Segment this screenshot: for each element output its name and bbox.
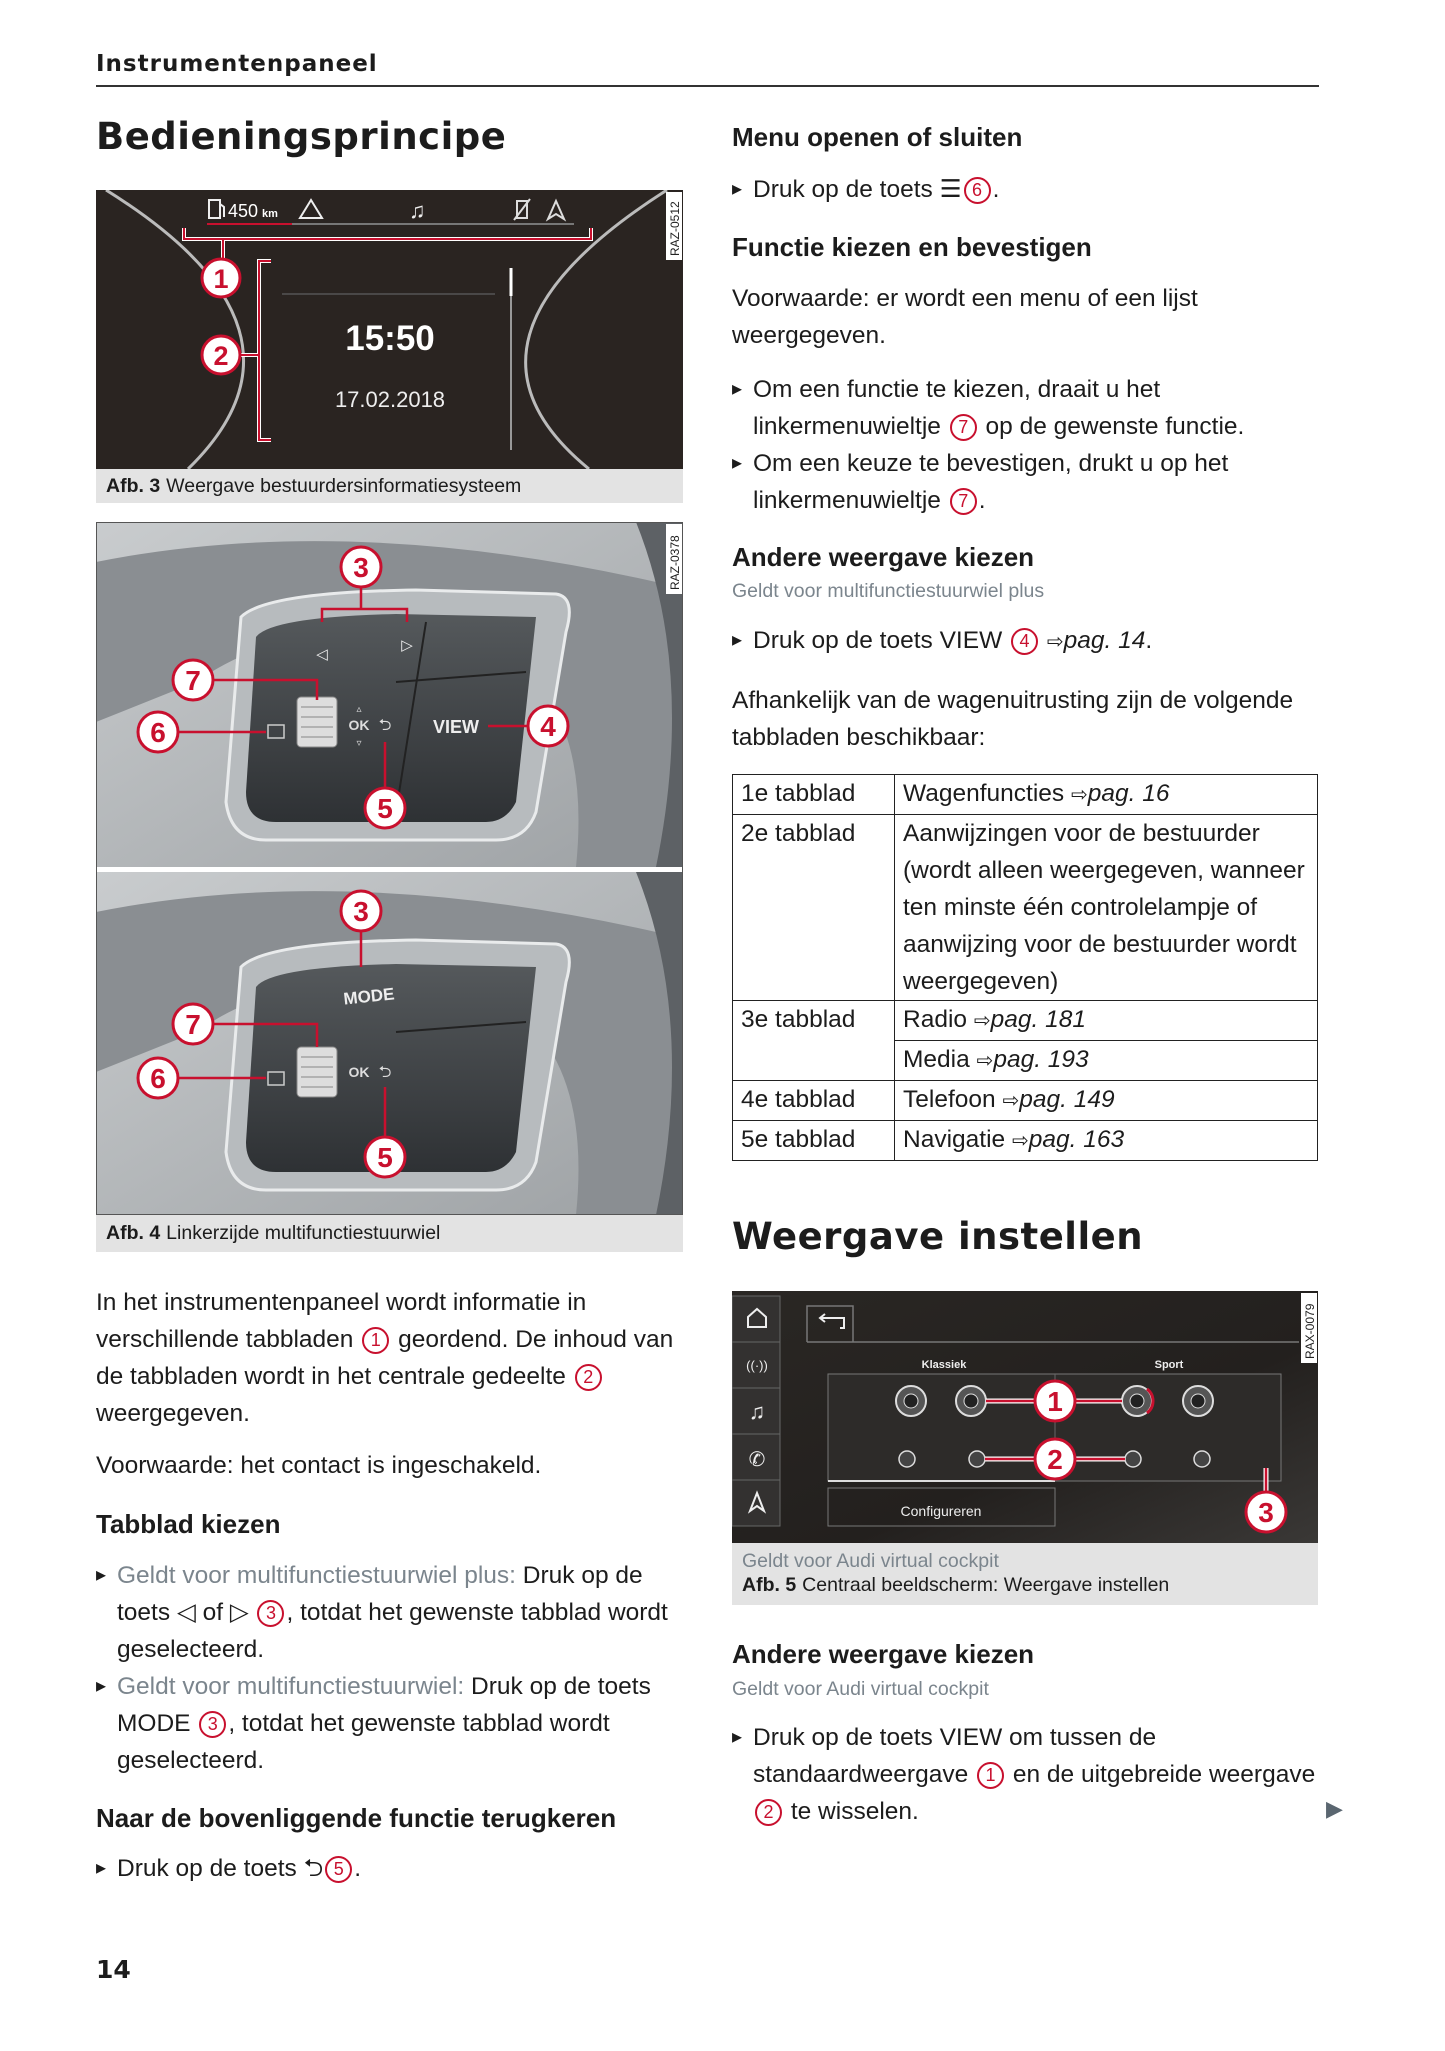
- callout-7: [173, 660, 213, 700]
- phone-icon: ✆: [748, 1449, 766, 1471]
- view-scope: Geldt voor multifunctiestuurwiel plus: [732, 580, 1045, 602]
- figure-code: RAZ-0378: [668, 535, 682, 590]
- callout-5: [365, 1137, 405, 1177]
- callout-3: [341, 891, 381, 931]
- figure-code: RAZ-0512: [668, 201, 682, 256]
- svg-text:1: 1: [213, 264, 229, 294]
- radio-icon: ((·)): [746, 1358, 768, 1373]
- view-heading: Andere weergave kiezen: [732, 542, 1035, 572]
- list-item: ▸ Geldt voor multifunctiestuurwiel: Druk op de toets MODE 3 , totdat het gewenste tabblad wordt geselecteerd.: [96, 1668, 683, 1779]
- callout-ref: 2: [575, 1364, 602, 1391]
- callout-7: [173, 1004, 213, 1044]
- page-ref-link[interactable]: pag. 16: [1087, 780, 1170, 807]
- callout-6: [138, 712, 178, 752]
- table-row: Media ⇨pag. 193: [733, 1041, 1318, 1081]
- svg-text:3: 3: [353, 896, 369, 927]
- svg-text:3: 3: [1258, 1497, 1274, 1528]
- next-page-arrow-icon: ▶: [1326, 1796, 1343, 1821]
- svg-text:7: 7: [185, 665, 201, 696]
- table-row: 1e tabblad Wagenfuncties ⇨pag. 16: [733, 775, 1318, 815]
- back-button-icon: ⮌: [378, 1064, 392, 1081]
- svg-text:4: 4: [540, 711, 556, 742]
- callout-4: [528, 706, 568, 746]
- page-number: 14: [96, 1955, 131, 1984]
- menu-icon: ☰: [939, 176, 962, 203]
- table-row: 3e tabblad Radio ⇨pag. 181: [733, 1001, 1318, 1041]
- back-icon: ⮌: [303, 1855, 324, 1882]
- callout-2: [1035, 1439, 1075, 1479]
- svg-text:5: 5: [377, 1142, 393, 1173]
- right-arrow-button-icon: ▷: [401, 637, 413, 654]
- svg-text:2: 2: [1047, 1444, 1063, 1475]
- fuel-range: 450: [228, 201, 259, 221]
- music-icon: ♫: [748, 1399, 766, 1424]
- figure-code: RAX-0079: [1303, 1303, 1317, 1359]
- select-condition: Voorwaarde: er wordt een menu of een lijst weergegeven.: [732, 285, 1198, 349]
- callout-ref: 1: [362, 1327, 389, 1354]
- view2-scope: Geldt voor Audi virtual cockpit: [732, 1678, 989, 1700]
- back-heading: Naar de bovenliggende functie terugkeren: [96, 1803, 617, 1833]
- select-bullets: [732, 371, 1318, 519]
- figure-3-caption: Afb. 3 Weergave bestuurdersinformatiesysteem: [96, 469, 683, 503]
- ok-label: OK: [348, 717, 370, 733]
- figure-3-cluster-display: [96, 190, 683, 469]
- menu-heading: Menu openen of sluiten: [732, 122, 1023, 152]
- page-ref-link[interactable]: pag. 181: [990, 1006, 1086, 1033]
- callout-2: [202, 336, 240, 374]
- callout-1: [202, 259, 240, 297]
- upper-wheel-view: [96, 522, 683, 867]
- svg-text:7: 7: [185, 1009, 201, 1040]
- svg-text:5: 5: [377, 793, 393, 824]
- figure-5-central-display: [732, 1291, 1318, 1543]
- list-item: ▸ Om een keuze te bevestigen, drukt u op het linkermenuwieltje 7 .: [732, 445, 1318, 519]
- view2-heading: Andere weergave kiezen: [732, 1639, 1035, 1669]
- mode-button-label: MODE: [342, 984, 396, 1009]
- condition-text: Voorwaarde: het contact is ingeschakeld.: [96, 1452, 542, 1479]
- style-sport: Sport: [1154, 1359, 1184, 1371]
- select-heading: Functie kiezen en bevestigen: [732, 232, 1092, 262]
- figure-4-caption: Afb. 4 Linkerzijde multifunctiestuurwiel: [96, 1215, 683, 1252]
- tab-heading: Tabblad kiezen: [96, 1509, 281, 1539]
- view-button-label: VIEW: [432, 717, 480, 737]
- menu-bullet: ▸ Druk op de toets ☰ 6 .: [732, 171, 1318, 208]
- table-row: 2e tabblad Aanwijzingen voor de bestuurder (wordt alleen weergegeven, wanneer ten minste één controlelampje of aanwijzing voor de bestuurder wordt weergegeven): [733, 815, 1318, 1001]
- page-ref-link[interactable]: pag. 193: [993, 1046, 1089, 1073]
- svg-text:▿: ▿: [356, 738, 362, 749]
- svg-text:Configureren: Configureren: [900, 1503, 982, 1519]
- svg-text:1: 1: [1047, 1386, 1063, 1417]
- clock-time: 15:50: [345, 319, 435, 358]
- ok-label: OK: [348, 1064, 370, 1080]
- table-row: 4e tabblad Telefoon ⇨pag. 149: [733, 1081, 1318, 1121]
- page-ref-link[interactable]: pag. 14: [1063, 627, 1146, 654]
- view2-bullet: ▸ Druk op de toets VIEW om tussen de standaardweergave 1 en de uitgebreide weergave 2 te wisselen.: [732, 1719, 1318, 1830]
- date: 17.02.2018: [334, 387, 446, 412]
- section-title: Bedieningsprincipe: [96, 115, 507, 158]
- fuel-unit: km: [262, 208, 278, 220]
- list-item: ▸ Om een functie te kiezen, draait u het linkermenuwieltje 7 op de gewenste functie.: [732, 371, 1318, 445]
- table-row: 5e tabblad Navigatie ⇨pag. 163: [733, 1121, 1318, 1161]
- svg-text:2: 2: [213, 341, 229, 371]
- back-bullet: ▸ Druk op de toets ⮌ 5 .: [96, 1850, 683, 1887]
- display-section-title: Weergave instellen: [732, 1215, 1144, 1258]
- callout-6: [138, 1058, 178, 1098]
- svg-text:3: 3: [353, 552, 369, 583]
- callout-3: [1246, 1492, 1286, 1532]
- tabs-table: [732, 774, 1318, 1161]
- left-arrow-button-icon: ◁: [316, 646, 328, 663]
- intro-paragraph: In het instrumentenpaneel wordt informatie in verschillende tabbladen 1 geordend. De inhoud van de tabbladen wordt in het centrale gedeelte 2 weergegeven.: [96, 1289, 674, 1427]
- tabs-intro: Afhankelijk van de wagenuitrusting zijn de volgende tabbladen beschikbaar:: [732, 687, 1294, 751]
- tab-bullets: [96, 1557, 683, 1779]
- lower-wheel-view: [96, 872, 683, 1215]
- callout-5: [365, 788, 405, 828]
- view-bullet: ▸ Druk op de toets VIEW 4 ⇨pag. 14.: [732, 622, 1318, 661]
- header-rule: [96, 85, 1319, 87]
- list-item: ▸ Geldt voor multifunctiestuurwiel plus: Druk op de toets ◁ of ▷ 3 , totdat het gewenste tabblad wordt geselecteerd.: [96, 1557, 683, 1668]
- figure-4-steering-wheel: [96, 522, 683, 1215]
- page-ref-link[interactable]: pag. 149: [1019, 1086, 1115, 1113]
- page-ref-link[interactable]: pag. 163: [1028, 1126, 1125, 1153]
- callout-3: [341, 547, 381, 587]
- back-button-icon: ⮌: [378, 717, 392, 734]
- callout-1: [1035, 1381, 1075, 1421]
- figure-5-caption: Geldt voor Audi virtual cockpit Afb. 5 Centraal beeldscherm: Weergave instellen: [732, 1543, 1318, 1605]
- svg-text:6: 6: [150, 1063, 166, 1094]
- svg-text:▵: ▵: [356, 704, 362, 715]
- style-klassiek: Klassiek: [921, 1359, 967, 1371]
- music-icon: ♫: [409, 198, 426, 223]
- running-header: Instrumentenpaneel: [96, 51, 378, 77]
- svg-text:6: 6: [150, 717, 166, 748]
